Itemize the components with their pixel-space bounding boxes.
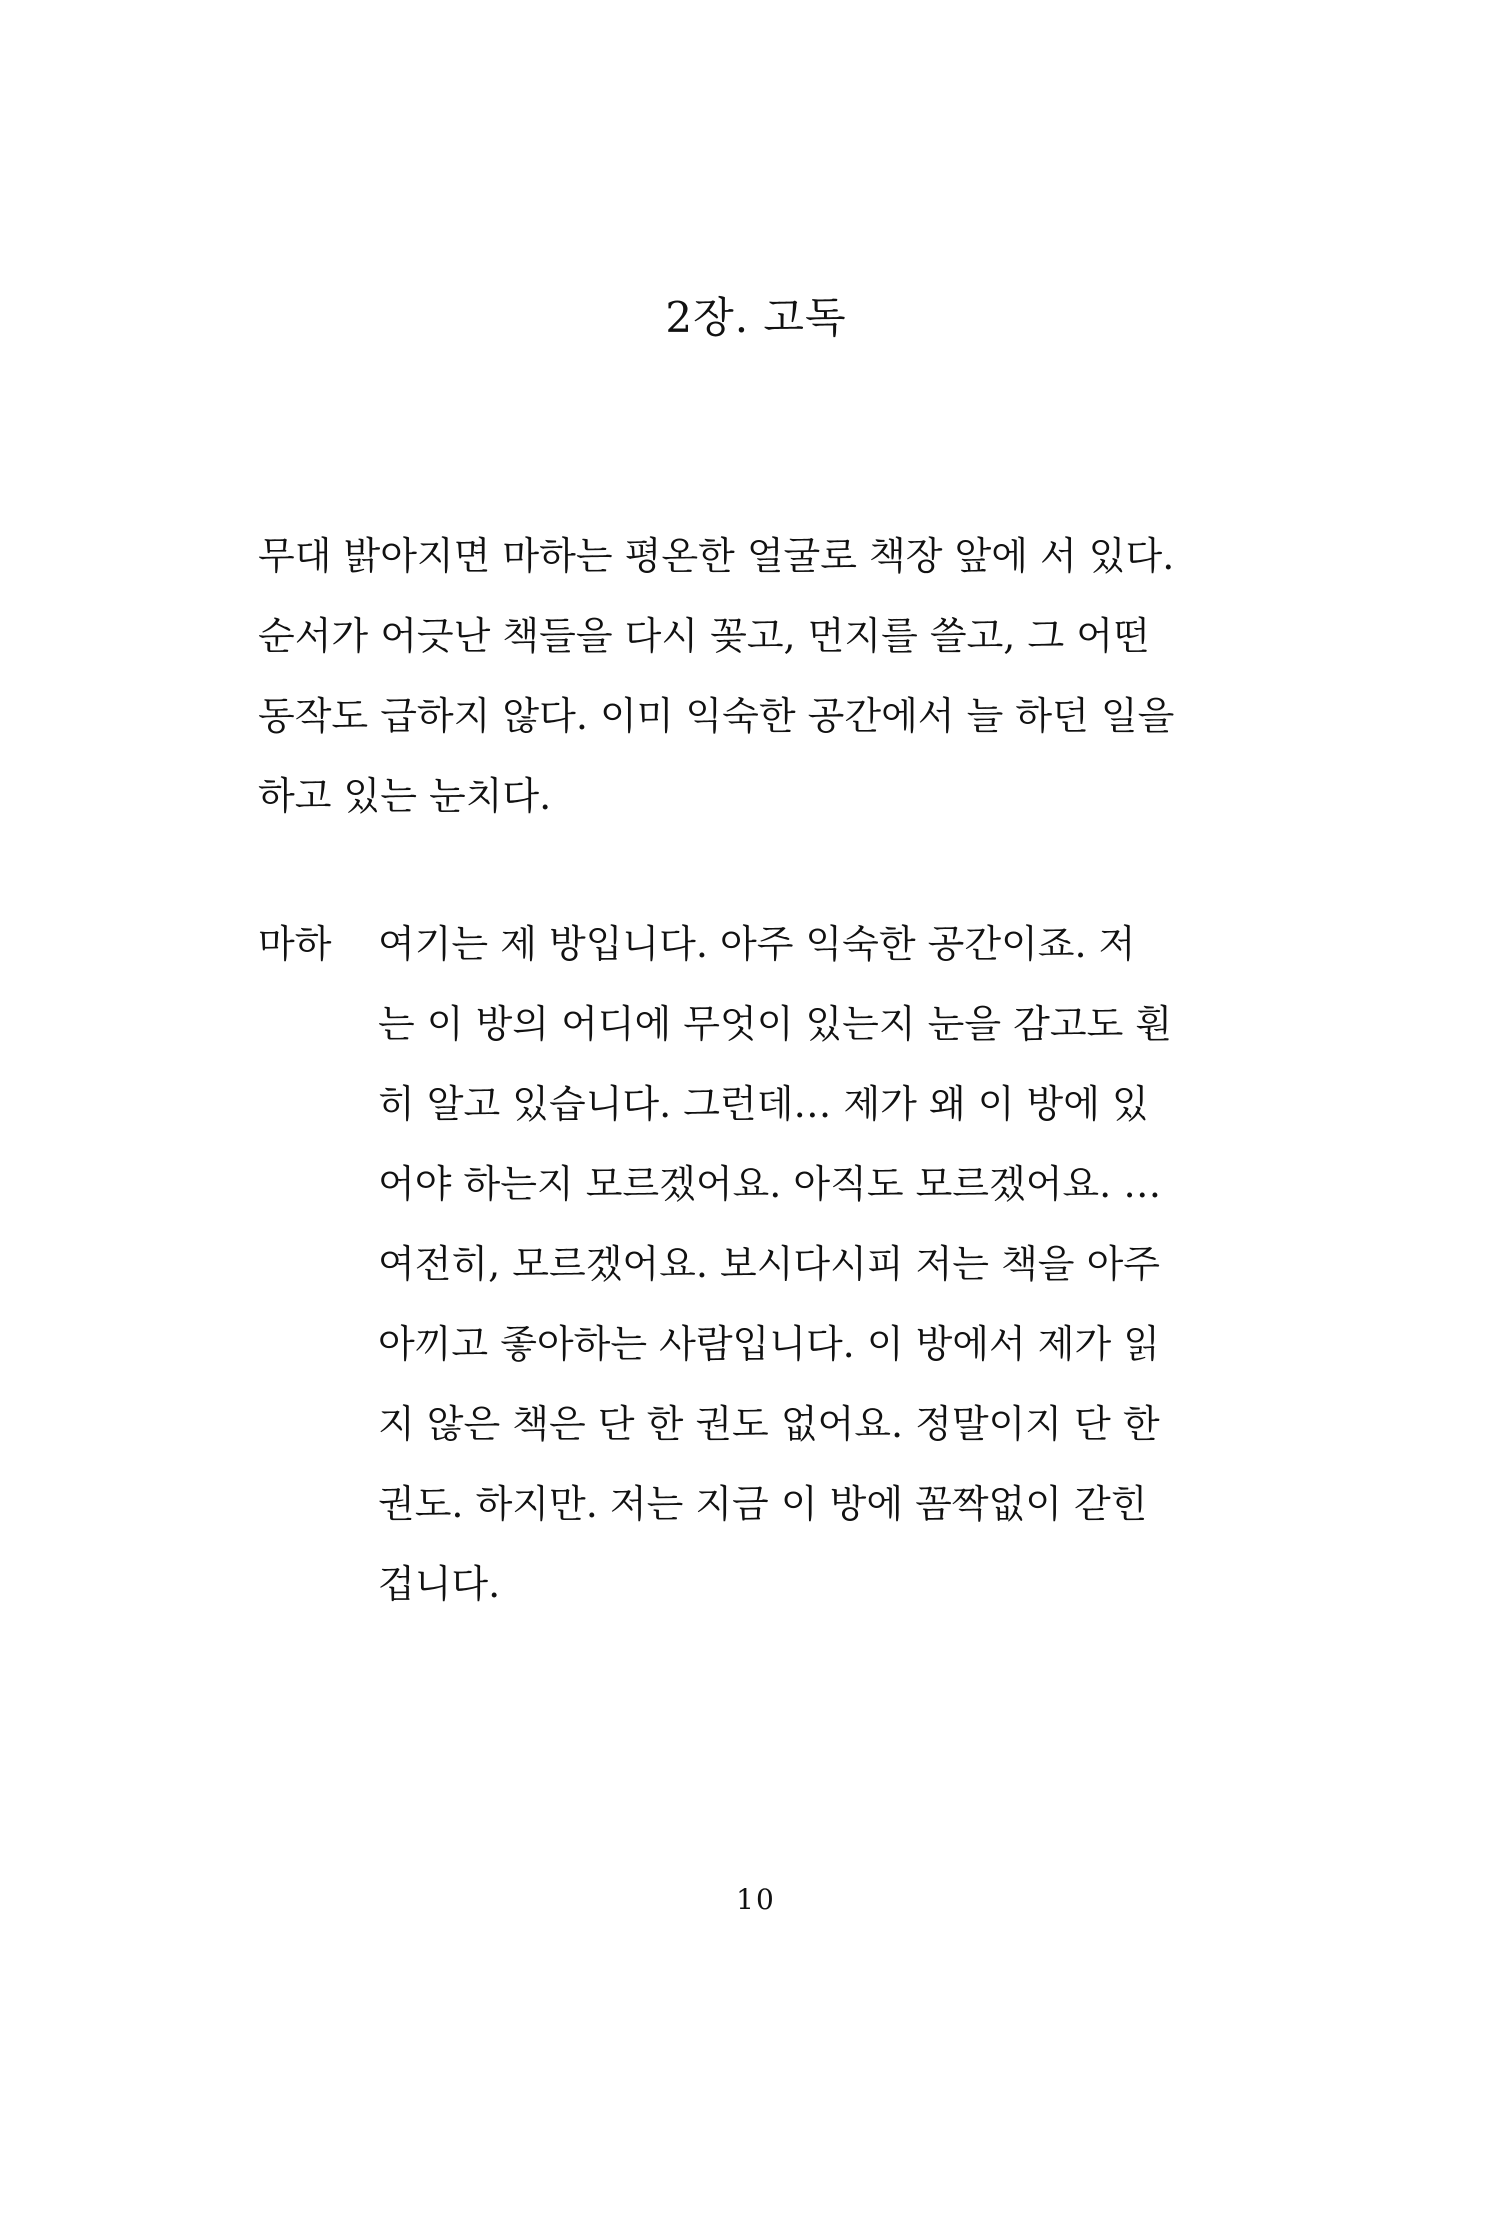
speech-line: 권도. 하지만. 저는 지금 이 방에 꼼짝없이 갇힌 xyxy=(378,1482,1148,1526)
speech-line: 여기는 제 방입니다. 아주 익숙한 공간이죠. 저 xyxy=(378,922,1136,966)
speech-text xyxy=(378,904,1268,1624)
stage-direction-line: 순서가 어긋난 책들을 다시 꽂고, 먼지를 쓸고, 그 어떤 xyxy=(258,614,1150,658)
speaker-name: 마하 xyxy=(258,922,332,966)
stage-direction-line: 동작도 급하지 않다. 이미 익숙한 공간에서 늘 하던 일을 xyxy=(258,694,1175,738)
stage-direction-line: 하고 있는 눈치다. xyxy=(258,774,552,818)
speech-line: 겁니다. xyxy=(378,1562,501,1606)
chapter-title: 2장. 고독 xyxy=(665,293,847,342)
speech-line: 지 않은 책은 단 한 권도 없어요. 정말이지 단 한 xyxy=(378,1402,1160,1446)
speech-line: 여전히, 모르겠어요. 보시다시피 저는 책을 아주 xyxy=(378,1242,1161,1286)
speech-line: 어야 하는지 모르겠어요. 아직도 모르겠어요. … xyxy=(378,1162,1162,1206)
stage-direction-line: 무대 밝아지면 마하는 평온한 얼굴로 책장 앞에 서 있다. xyxy=(258,534,1175,578)
stage-direction xyxy=(258,516,1268,836)
speech-line: 는 이 방의 어디에 무엇이 있는지 눈을 감고도 훤 xyxy=(378,1002,1173,1046)
page-number: 10 xyxy=(736,1883,776,1916)
speech-line: 아끼고 좋아하는 사람입니다. 이 방에서 제가 읽 xyxy=(378,1322,1161,1366)
speech-line: 히 알고 있습니다. 그런데… 제가 왜 이 방에 있 xyxy=(378,1082,1149,1126)
